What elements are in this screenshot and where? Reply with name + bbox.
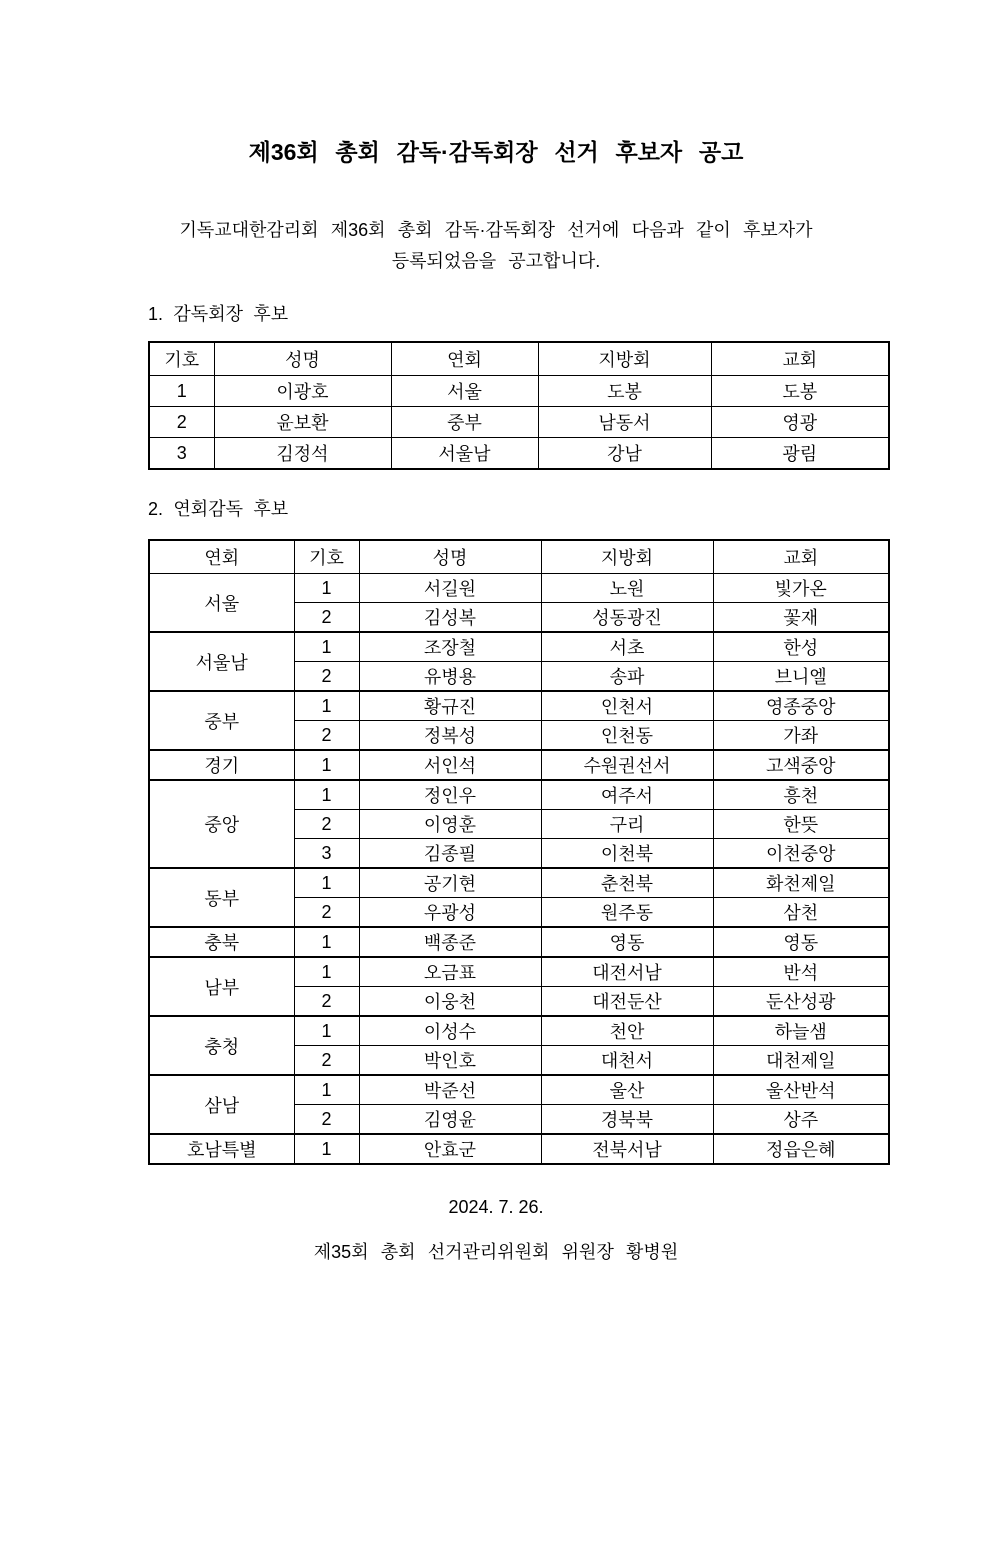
cell-district: 대전서남: [541, 957, 713, 987]
cell-church: 정읍은혜: [713, 1134, 889, 1164]
cell-number: 1: [149, 376, 214, 407]
table-row: [149, 1134, 889, 1164]
table-row: [149, 574, 889, 603]
conference-table-body: [149, 574, 889, 1165]
cell-church: 이천중앙: [713, 839, 889, 869]
cell-church: 한성: [713, 632, 889, 662]
cell-conference: 중부: [149, 691, 294, 750]
cell-name: 황규진: [359, 691, 541, 721]
column-header-number: 기호: [294, 540, 359, 574]
cell-conference: 중앙: [149, 780, 294, 868]
cell-church: 빛가온: [713, 574, 889, 603]
cell-name: 김정석: [214, 438, 391, 470]
cell-name: 이웅천: [359, 987, 541, 1017]
cell-name: 김성복: [359, 603, 541, 633]
cell-district: 천안: [541, 1016, 713, 1046]
cell-number: 1: [294, 691, 359, 721]
cell-name: 서인석: [359, 750, 541, 780]
header-row: [149, 540, 889, 574]
cell-district: 노원: [541, 574, 713, 603]
table-row: [149, 1016, 889, 1046]
cell-number: 1: [294, 957, 359, 987]
cell-number: 1: [294, 574, 359, 603]
cell-district: 이천북: [541, 839, 713, 869]
cell-name: 정복성: [359, 721, 541, 751]
column-header-conference: 연회: [391, 342, 538, 376]
cell-number: 2: [294, 1105, 359, 1135]
cell-district: 서초: [541, 632, 713, 662]
president-table-body: [149, 376, 889, 470]
cell-conference: 호남특별: [149, 1134, 294, 1164]
cell-conference: 충북: [149, 927, 294, 957]
section1-heading: 1. 감독회장 후보: [148, 304, 289, 324]
signature-line: 제35회 총회 선거관리위원회 위원장 황병원: [313, 1242, 679, 1262]
cell-number: 2: [149, 407, 214, 438]
cell-church: 한뜻: [713, 810, 889, 839]
cell-church: 영광: [711, 407, 889, 438]
cell-number: 3: [294, 839, 359, 869]
table-row: [149, 957, 889, 987]
cell-district: 성동광진: [541, 603, 713, 633]
cell-district: 대천서: [541, 1046, 713, 1076]
cell-number: 2: [294, 721, 359, 751]
conference-bishop-candidates-table: [148, 539, 890, 1165]
cell-number: 1: [294, 1075, 359, 1105]
table-row: [149, 750, 889, 780]
column-header-district: 지방회: [538, 342, 711, 376]
table-row: [149, 632, 889, 662]
table-row: [149, 1075, 889, 1105]
document-page: [0, 139, 992, 1542]
cell-church: 대천제일: [713, 1046, 889, 1076]
cell-number: 1: [294, 750, 359, 780]
cell-name: 조장철: [359, 632, 541, 662]
cell-district: 울산: [541, 1075, 713, 1105]
intro-line-1: 기독교대한감리회 제36회 총회 감독·감독회장 선거에 다음과 같이 후보자가: [179, 220, 813, 240]
cell-name: 공기현: [359, 868, 541, 898]
table-row: [149, 927, 889, 957]
table-row: [149, 868, 889, 898]
cell-name: 윤보환: [214, 407, 391, 438]
cell-church: 상주: [713, 1105, 889, 1135]
intro-line-2: 등록되었음을 공고합니다.: [391, 251, 601, 271]
cell-name: 이성수: [359, 1016, 541, 1046]
intro-paragraph: [60, 215, 932, 277]
cell-district: 인천동: [541, 721, 713, 751]
cell-name: 이광호: [214, 376, 391, 407]
president-candidates-table: [148, 341, 890, 470]
cell-church: 흥천: [713, 780, 889, 810]
cell-conference: 경기: [149, 750, 294, 780]
column-header-conference: 연회: [149, 540, 294, 574]
cell-conference: 서울남: [149, 632, 294, 691]
cell-name: 박준선: [359, 1075, 541, 1105]
column-header-number: 기호: [149, 342, 214, 376]
cell-conference: 서울: [149, 574, 294, 633]
cell-district: 영동: [541, 927, 713, 957]
column-header-church: 교회: [713, 540, 889, 574]
cell-number: 2: [294, 662, 359, 692]
section2-heading: 2. 연회감독 후보: [148, 499, 289, 519]
cell-district: 경북북: [541, 1105, 713, 1135]
cell-district: 대전둔산: [541, 987, 713, 1017]
cell-name: 서길원: [359, 574, 541, 603]
cell-conference: 충청: [149, 1016, 294, 1075]
cell-number: 2: [294, 603, 359, 633]
cell-name: 박인호: [359, 1046, 541, 1076]
cell-conference: 삼남: [149, 1075, 294, 1134]
cell-church: 영동: [713, 927, 889, 957]
cell-number: 2: [294, 898, 359, 928]
document-title: 제36회 총회 감독·감독회장 선거 후보자 공고: [248, 139, 744, 165]
cell-number: 2: [294, 810, 359, 839]
cell-church: 울산반석: [713, 1075, 889, 1105]
cell-district: 남동서: [538, 407, 711, 438]
cell-name: 이영훈: [359, 810, 541, 839]
column-header-name: 성명: [359, 540, 541, 574]
cell-district: 전북서남: [541, 1134, 713, 1164]
cell-name: 정인우: [359, 780, 541, 810]
cell-district: 구리: [541, 810, 713, 839]
table-row: [149, 376, 889, 407]
cell-conference: 서울남: [391, 438, 538, 470]
cell-district: 수원권선서: [541, 750, 713, 780]
cell-number: 2: [294, 987, 359, 1017]
cell-name: 오금표: [359, 957, 541, 987]
cell-number: 1: [294, 927, 359, 957]
table-row: [149, 780, 889, 810]
column-header-district: 지방회: [541, 540, 713, 574]
cell-church: 광림: [711, 438, 889, 470]
table-row: [149, 407, 889, 438]
cell-district: 송파: [541, 662, 713, 692]
cell-name: 안효군: [359, 1134, 541, 1164]
cell-district: 강남: [538, 438, 711, 470]
cell-number: 1: [294, 780, 359, 810]
cell-district: 여주서: [541, 780, 713, 810]
cell-church: 삼천: [713, 898, 889, 928]
cell-church: 반석: [713, 957, 889, 987]
cell-number: 2: [294, 1046, 359, 1076]
cell-name: 김종필: [359, 839, 541, 869]
cell-church: 브니엘: [713, 662, 889, 692]
cell-church: 고색중앙: [713, 750, 889, 780]
cell-church: 하늘샘: [713, 1016, 889, 1046]
cell-name: 김영윤: [359, 1105, 541, 1135]
cell-church: 가좌: [713, 721, 889, 751]
cell-district: 춘천북: [541, 868, 713, 898]
cell-church: 도봉: [711, 376, 889, 407]
cell-conference: 서울: [391, 376, 538, 407]
cell-conference: 남부: [149, 957, 294, 1016]
cell-church: 화천제일: [713, 868, 889, 898]
column-header-name: 성명: [214, 342, 391, 376]
cell-number: 1: [294, 1134, 359, 1164]
cell-district: 인천서: [541, 691, 713, 721]
cell-name: 우광성: [359, 898, 541, 928]
cell-church: 둔산성광: [713, 987, 889, 1017]
cell-number: 1: [294, 868, 359, 898]
cell-name: 유병용: [359, 662, 541, 692]
cell-church: 꽃재: [713, 603, 889, 633]
table-row: [149, 438, 889, 470]
cell-church: 영종중앙: [713, 691, 889, 721]
announcement-date: 2024. 7. 26.: [448, 1197, 544, 1217]
cell-conference: 동부: [149, 868, 294, 927]
cell-district: 도봉: [538, 376, 711, 407]
cell-district: 원주동: [541, 898, 713, 928]
column-header-church: 교회: [711, 342, 889, 376]
header-row: [149, 342, 889, 376]
cell-name: 백종준: [359, 927, 541, 957]
cell-number: 1: [294, 632, 359, 662]
president-table-head: [149, 342, 889, 376]
conference-table-head: [149, 540, 889, 574]
cell-conference: 중부: [391, 407, 538, 438]
cell-number: 1: [294, 1016, 359, 1046]
cell-number: 3: [149, 438, 214, 470]
table-row: [149, 691, 889, 721]
